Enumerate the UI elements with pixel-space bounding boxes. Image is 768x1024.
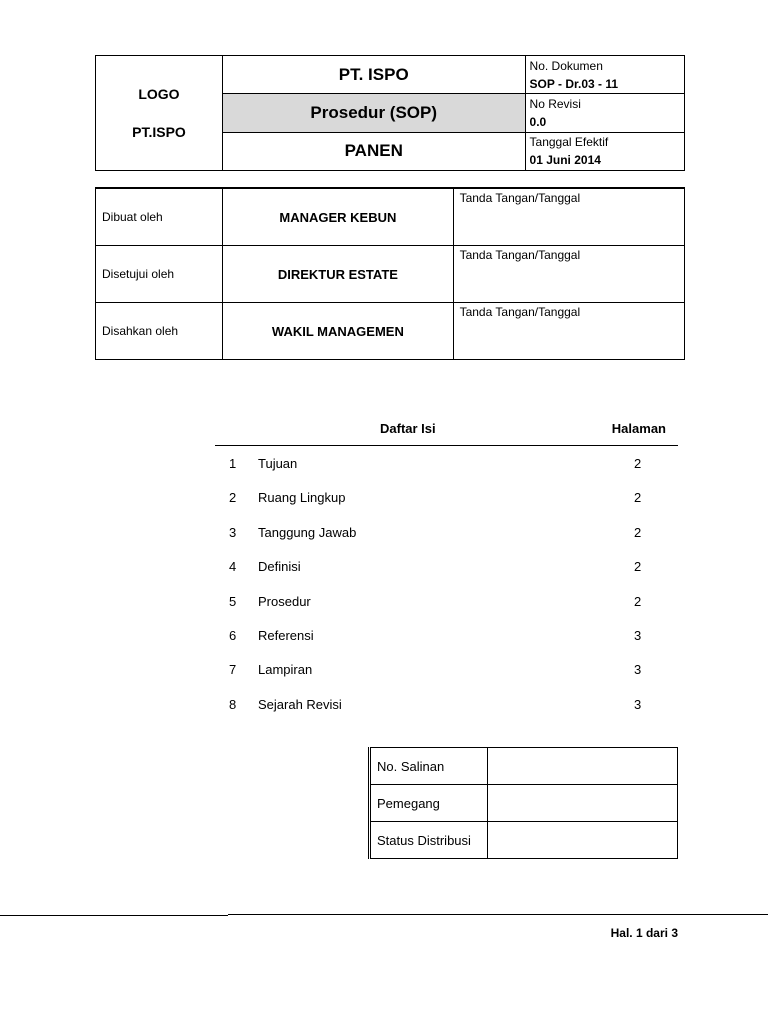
toc-item-number: 1 [229, 456, 237, 471]
doc-number-label: No. Dokumen [529, 58, 603, 73]
approval-role: Dibuat oleh [96, 188, 223, 246]
approver-name: WAKIL MANAGEMEN [223, 303, 453, 360]
effective-date-label: Tanggal Efektif [529, 135, 609, 150]
toc-item-page: 3 [634, 696, 642, 712]
page-number: Hal. 1 dari 3 [610, 926, 678, 940]
toc-item[interactable] [215, 480, 678, 514]
copy-info-row [370, 748, 678, 785]
toc-item[interactable] [215, 584, 678, 618]
toc-item-label: Definisi [258, 559, 301, 575]
holder-field[interactable] [488, 785, 678, 822]
toc-item-label: Referensi [258, 627, 314, 643]
toc-title: Daftar Isi [380, 421, 436, 436]
toc-item[interactable] [215, 446, 678, 480]
toc-item-page: 3 [634, 627, 642, 643]
signature-field: Tanda Tangan/Tanggal [453, 303, 684, 360]
footer-divider-right [228, 914, 768, 915]
toc-item[interactable] [215, 652, 678, 686]
toc-item[interactable] [215, 618, 678, 652]
logo-placeholder: LOGO [138, 86, 180, 102]
revision-cell [525, 94, 684, 132]
approval-role: Disetujui oleh [96, 246, 223, 303]
toc-item-number: 8 [229, 696, 237, 712]
toc-item-number: 6 [229, 627, 237, 643]
copy-number-field[interactable] [488, 748, 678, 785]
toc-item-page: 2 [634, 456, 642, 471]
doc-number-value: SOP - Dr.03 - 11 [529, 76, 619, 91]
toc-item-number: 7 [229, 662, 237, 678]
signature-field: Tanda Tangan/Tanggal [453, 246, 684, 303]
toc-item-label: Ruang Lingkup [258, 490, 346, 506]
effective-date-cell [525, 132, 684, 170]
copy-info-table [368, 747, 678, 859]
toc-item-label: Tanggung Jawab [258, 524, 357, 540]
toc-header [215, 414, 678, 446]
doc-type-title: Prosedur (SOP) [222, 94, 525, 132]
toc-item[interactable] [215, 687, 678, 721]
toc-item-page: 2 [634, 524, 642, 540]
toc-item-label: Prosedur [258, 593, 311, 609]
toc-item-page: 2 [634, 593, 642, 609]
toc-item-number: 3 [229, 524, 237, 540]
toc-item-page: 2 [634, 559, 642, 575]
signature-field: Tanda Tangan/Tanggal [453, 188, 684, 246]
toc-item-label: Tujuan [258, 456, 298, 471]
toc-item-page: 2 [634, 490, 642, 506]
effective-date-value: 01 Juni 2014 [529, 153, 601, 168]
toc-item[interactable] [215, 515, 678, 549]
subject-title: PANEN [222, 132, 525, 170]
holder-label: Pemegang [370, 785, 488, 822]
logo-company-name: PT.ISPO [132, 124, 186, 140]
company-title: PT. ISPO [222, 56, 525, 94]
toc-item-label: Lampiran [258, 662, 313, 678]
approver-name: DIREKTUR ESTATE [223, 246, 453, 303]
distribution-status-field[interactable] [488, 822, 678, 859]
toc-item-number: 4 [229, 559, 237, 575]
approval-row [96, 303, 685, 360]
toc-item-number: 2 [229, 490, 237, 506]
document-header [95, 55, 685, 171]
toc-item-label: Sejarah Revisi [258, 696, 342, 712]
approval-role: Disahkan oleh [96, 303, 223, 360]
logo-cell [96, 56, 223, 171]
approval-row [96, 246, 685, 303]
toc-item[interactable] [215, 549, 678, 583]
revision-value: 0.0 [529, 114, 547, 129]
copy-info-row [370, 822, 678, 859]
toc-item-page: 3 [634, 662, 642, 678]
revision-label: No Revisi [529, 96, 581, 111]
approval-table [95, 187, 685, 360]
table-of-contents [215, 414, 678, 721]
footer-divider-left [0, 915, 228, 916]
approval-row [96, 188, 685, 246]
approver-name: MANAGER KEBUN [223, 188, 453, 246]
copy-info-row [370, 785, 678, 822]
copy-number-label: No. Salinan [370, 748, 488, 785]
doc-number-cell [525, 56, 684, 94]
toc-item-number: 5 [229, 593, 237, 609]
toc-page-header: Halaman [611, 421, 666, 436]
distribution-status-label: Status Distribusi [370, 822, 488, 859]
